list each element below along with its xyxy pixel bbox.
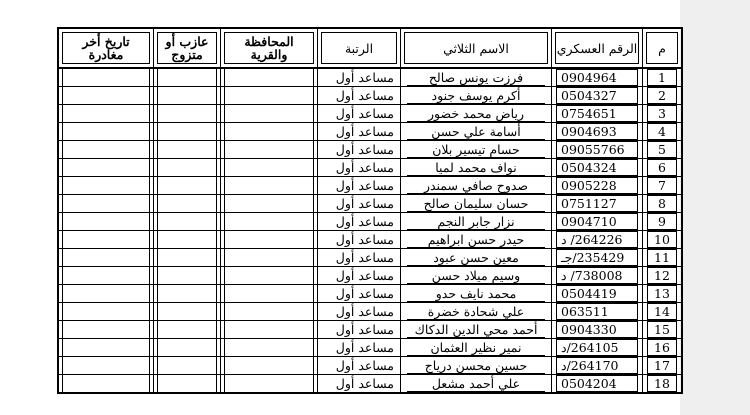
row-name: صدوح صافي سمندر	[401, 177, 552, 195]
row-num: 7	[643, 177, 683, 195]
row-name: أسامة علي حسن	[401, 123, 552, 141]
table-row	[58, 87, 682, 105]
row-military-no: 264226/ د	[552, 231, 643, 249]
row-governorate	[221, 357, 318, 375]
table-row	[58, 141, 682, 159]
row-marital	[154, 375, 221, 394]
row-rank: مساعد أول	[318, 231, 401, 249]
row-marital	[154, 177, 221, 195]
row-num: 3	[643, 105, 683, 123]
table-row	[58, 357, 682, 375]
table-row	[58, 303, 682, 321]
table-row	[58, 177, 682, 195]
row-num: 12	[643, 267, 683, 285]
row-military-no: 0904964	[552, 68, 643, 87]
row-last-departure	[58, 123, 154, 141]
table-row	[58, 285, 682, 303]
row-name: وسيم ميلاد حسن	[401, 267, 552, 285]
row-last-departure	[58, 213, 154, 231]
row-last-departure	[58, 105, 154, 123]
row-governorate	[221, 213, 318, 231]
row-military-no: 264170/د	[552, 357, 643, 375]
row-military-no: 0904330	[552, 321, 643, 339]
row-last-departure	[58, 141, 154, 159]
row-governorate	[221, 105, 318, 123]
row-marital	[154, 159, 221, 177]
row-governorate	[221, 375, 318, 394]
row-last-departure	[58, 195, 154, 213]
table-row	[58, 249, 682, 267]
row-last-departure	[58, 357, 154, 375]
row-last-departure	[58, 87, 154, 105]
row-governorate	[221, 339, 318, 357]
row-governorate	[221, 231, 318, 249]
header-rank: الرتبة	[318, 28, 401, 68]
row-last-departure	[58, 339, 154, 357]
row-military-no: 09055766	[552, 141, 643, 159]
row-marital	[154, 141, 221, 159]
row-rank: مساعد أول	[318, 375, 401, 394]
row-military-no: 0905228	[552, 177, 643, 195]
row-last-departure	[58, 285, 154, 303]
row-num: 11	[643, 249, 683, 267]
row-last-departure	[58, 375, 154, 394]
row-rank: مساعد أول	[318, 105, 401, 123]
table-row	[58, 123, 682, 141]
row-num: 8	[643, 195, 683, 213]
row-last-departure	[58, 303, 154, 321]
row-num: 18	[643, 375, 683, 394]
row-last-departure	[58, 177, 154, 195]
header-row	[58, 28, 682, 68]
header-military-no: الرقم العسكري	[552, 28, 643, 68]
row-marital	[154, 249, 221, 267]
row-rank: مساعد أول	[318, 339, 401, 357]
row-governorate	[221, 285, 318, 303]
row-num: 17	[643, 357, 683, 375]
table-row	[58, 159, 682, 177]
row-governorate	[221, 87, 318, 105]
row-military-no: 0504204	[552, 375, 643, 394]
row-name: حسان سليمان صالح	[401, 195, 552, 213]
row-rank: مساعد أول	[318, 213, 401, 231]
row-name: فرزت يونس صالح	[401, 68, 552, 87]
row-name: نمير نظير العثمان	[401, 339, 552, 357]
header-name: الاسم الثلاثي	[401, 28, 552, 68]
row-name: أكرم يوسف جنود	[401, 87, 552, 105]
header-last-departure: تاريخ أخر مغادرة	[58, 28, 154, 68]
row-name: رياض محمد خضور	[401, 105, 552, 123]
header-num: م	[643, 28, 683, 68]
row-num: 4	[643, 123, 683, 141]
row-marital	[154, 213, 221, 231]
row-name: نزار جابر النجم	[401, 213, 552, 231]
row-military-no: 0504419	[552, 285, 643, 303]
table-row	[58, 267, 682, 285]
row-military-no: 0504327	[552, 87, 643, 105]
row-marital	[154, 357, 221, 375]
row-military-no: 0904710	[552, 213, 643, 231]
row-marital	[154, 68, 221, 87]
table-row	[58, 231, 682, 249]
row-military-no: 0504324	[552, 159, 643, 177]
row-marital	[154, 231, 221, 249]
row-rank: مساعد أول	[318, 141, 401, 159]
row-governorate	[221, 68, 318, 87]
row-rank: مساعد أول	[318, 249, 401, 267]
row-military-no: 0751127	[552, 195, 643, 213]
row-marital	[154, 267, 221, 285]
row-num: 13	[643, 285, 683, 303]
row-name: معين حسن عبود	[401, 249, 552, 267]
table-row	[58, 105, 682, 123]
row-marital	[154, 105, 221, 123]
row-marital	[154, 87, 221, 105]
row-rank: مساعد أول	[318, 159, 401, 177]
table-row	[58, 321, 682, 339]
table-row	[58, 339, 682, 357]
row-name: أحمد محي الدين الدكاك	[401, 321, 552, 339]
table-row	[58, 213, 682, 231]
row-rank: مساعد أول	[318, 87, 401, 105]
row-num: 1	[643, 68, 683, 87]
row-num: 15	[643, 321, 683, 339]
row-last-departure	[58, 159, 154, 177]
row-military-no: 738008/ د	[552, 267, 643, 285]
row-marital	[154, 339, 221, 357]
table-row	[58, 68, 682, 87]
row-name: حيدر حسن ابراهيم	[401, 231, 552, 249]
row-governorate	[221, 321, 318, 339]
row-name: نواف محمد لميا	[401, 159, 552, 177]
row-name: علي شحادة خضرة	[401, 303, 552, 321]
row-rank: مساعد أول	[318, 123, 401, 141]
row-num: 2	[643, 87, 683, 105]
row-num: 16	[643, 339, 683, 357]
row-marital	[154, 303, 221, 321]
header-marital: عازب أو متزوج	[154, 28, 221, 68]
row-name: محمد نايف حدو	[401, 285, 552, 303]
row-military-no: 0904693	[552, 123, 643, 141]
row-last-departure	[58, 231, 154, 249]
row-name: حسين محسن درياج	[401, 357, 552, 375]
row-num: 9	[643, 213, 683, 231]
row-marital	[154, 285, 221, 303]
row-last-departure	[58, 267, 154, 285]
row-rank: مساعد أول	[318, 68, 401, 87]
row-governorate	[221, 177, 318, 195]
row-num: 14	[643, 303, 683, 321]
row-military-no: 235429/جـ	[552, 249, 643, 267]
row-rank: مساعد أول	[318, 303, 401, 321]
row-governorate	[221, 123, 318, 141]
row-governorate	[221, 249, 318, 267]
row-governorate	[221, 267, 318, 285]
row-name: علي أحمد مشعل	[401, 375, 552, 394]
row-governorate	[221, 141, 318, 159]
row-name: حسام تيسير بلان	[401, 141, 552, 159]
row-num: 5	[643, 141, 683, 159]
row-num: 6	[643, 159, 683, 177]
header-governorate: المحافظة والقرية	[221, 28, 318, 68]
row-rank: مساعد أول	[318, 321, 401, 339]
row-governorate	[221, 303, 318, 321]
row-num: 10	[643, 231, 683, 249]
row-military-no: 063511	[552, 303, 643, 321]
table-row	[58, 195, 682, 213]
row-rank: مساعد أول	[318, 357, 401, 375]
row-marital	[154, 195, 221, 213]
row-last-departure	[58, 68, 154, 87]
table-row	[58, 375, 682, 394]
row-rank: مساعد أول	[318, 177, 401, 195]
row-rank: مساعد أول	[318, 195, 401, 213]
row-rank: مساعد أول	[318, 285, 401, 303]
row-last-departure	[58, 249, 154, 267]
row-governorate	[221, 195, 318, 213]
row-marital	[154, 123, 221, 141]
row-last-departure	[58, 321, 154, 339]
personnel-table	[57, 27, 683, 394]
row-military-no: 0754651	[552, 105, 643, 123]
row-marital	[154, 321, 221, 339]
side-panel	[680, 0, 750, 415]
row-military-no: 264105/د	[552, 339, 643, 357]
row-governorate	[221, 159, 318, 177]
row-rank: مساعد أول	[318, 267, 401, 285]
